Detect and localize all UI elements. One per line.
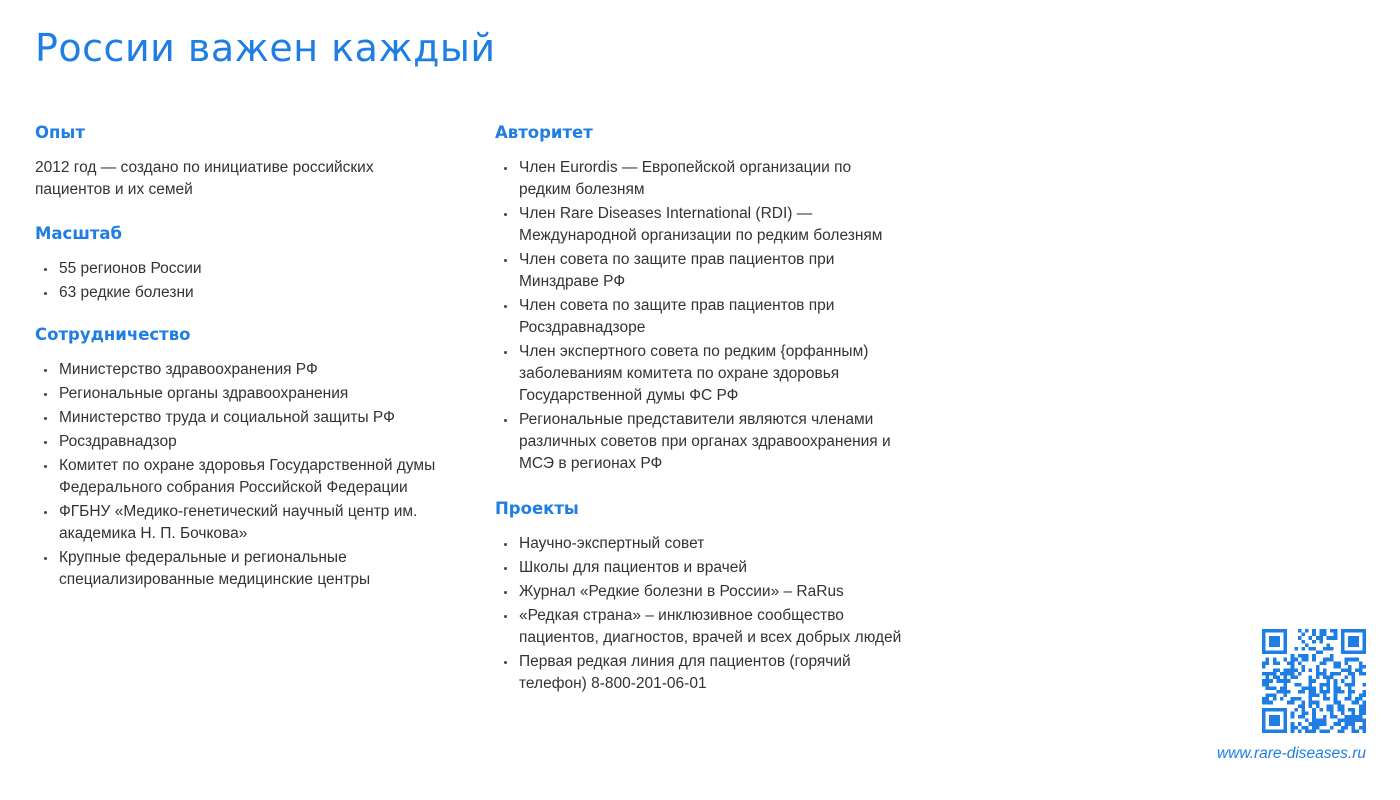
list-item: Министерство здравоохранения РФ (35, 359, 445, 381)
list-item: Научно-экспертный совет (495, 533, 905, 555)
list-item: Член совета по защите прав пациентов при Минздраве РФ (495, 249, 905, 293)
list-item: Член экспертного совета по редким {орфанным) заболеваниям комитета по охране здоровья Государственной думы ФС РФ (495, 341, 905, 407)
authority-list (495, 157, 905, 475)
left-column (35, 121, 445, 593)
list-item: Росздравнадзор (35, 431, 445, 453)
list-item: Региональные органы здравоохранения (35, 383, 445, 405)
qr-code-icon (1262, 629, 1366, 733)
list-item: Член Eurordis — Европейской организации по редким болезням (495, 157, 905, 201)
list-item: 55 регионов России (35, 258, 445, 280)
list-item: Комитет по охране здоровья Государственной думы Федерального собрания Российской Федерации (35, 455, 445, 499)
list-item: Член совета по защите прав пациентов при Росздравнадзоре (495, 295, 905, 339)
section-heading-experience: Опыт (35, 123, 85, 142)
list-item: Региональные представители являются членами различных советов при органах здравоохранения и МСЭ в регионах РФ (495, 409, 905, 475)
section-heading-authority: Авторитет (495, 123, 593, 142)
middle-column (495, 121, 905, 697)
experience-text: 2012 год — создано по инициативе российских пациентов и их семей (35, 159, 374, 198)
list-item: «Редкая страна» – инклюзивное сообщество пациентов, диагностов, врачей и всех добрых людей (495, 605, 905, 649)
cooperation-list (35, 359, 445, 591)
scale-list (35, 258, 445, 304)
page-title: России важен каждый (35, 26, 496, 70)
list-item: Член Rare Diseases International (RDI) — Международной организации по редким болезням (495, 203, 905, 247)
projects-list (495, 533, 905, 695)
list-item: Крупные федеральные и региональные специализированные медицинские центры (35, 547, 445, 591)
list-item: Школы для пациентов и врачей (495, 557, 905, 579)
list-item: Журнал «Редкие болезни в России» – RaRus (495, 581, 905, 603)
list-item: Первая редкая линия для пациентов (горячий телефон) 8-800-201-06-01 (495, 651, 905, 695)
section-heading-scale: Масштаб (35, 224, 123, 243)
website-link[interactable]: www.rare-diseases.ru (1216, 745, 1366, 762)
section-heading-cooperation: Сотрудничество (35, 325, 191, 344)
list-item: ФГБНУ «Медико-генетический научный центр им. академика Н. П. Бочкова» (35, 501, 445, 545)
section-heading-projects: Проекты (495, 499, 579, 518)
list-item: Министерство труда и социальной защиты РФ (35, 407, 445, 429)
list-item: 63 редкие болезни (35, 282, 445, 304)
